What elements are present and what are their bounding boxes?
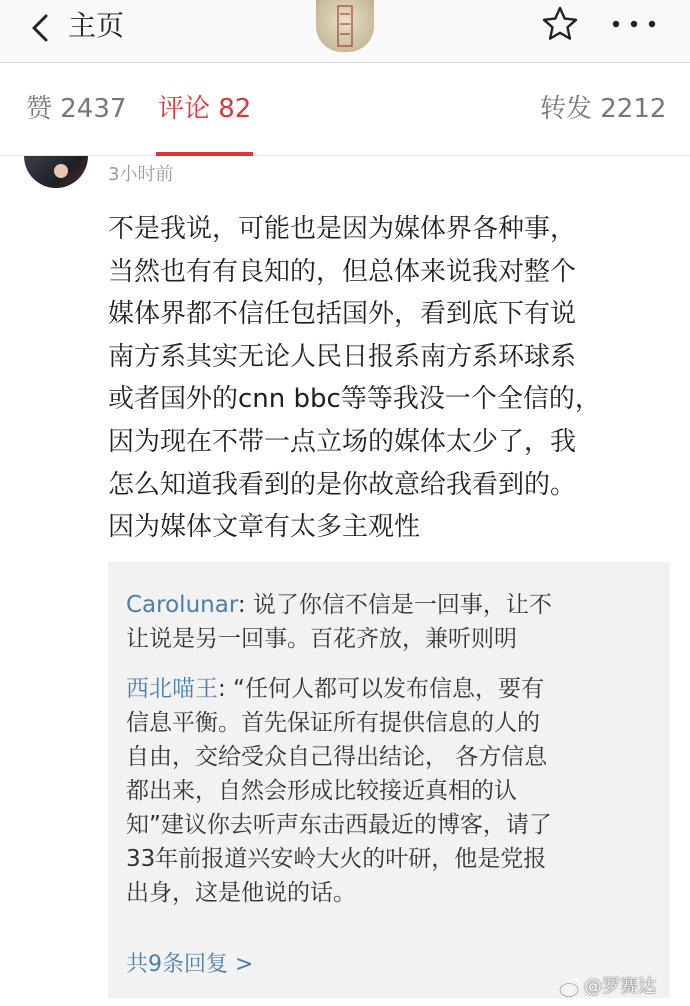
watermark-text: @罗赛达 bbox=[584, 976, 656, 997]
top-nav-bar bbox=[0, 0, 690, 63]
seal-logo-icon bbox=[316, 0, 374, 52]
reply-item bbox=[126, 588, 656, 656]
comment-time: 3小时前 bbox=[108, 164, 174, 185]
comment-line: 因为现在不带一点立场的媒体太少了，我 bbox=[108, 426, 577, 457]
reply-text: 信息平衡。首先保证所有提供信息的人的 bbox=[126, 710, 540, 736]
tab-comments[interactable]: 评论 82 bbox=[158, 94, 252, 124]
reply-text: 都出来，自然会形成比较接近真相的认 bbox=[126, 778, 517, 804]
active-tab-indicator bbox=[156, 152, 253, 156]
star-outline-icon[interactable] bbox=[540, 4, 580, 44]
tab-likes[interactable]: 赞 2437 bbox=[26, 94, 127, 124]
replies-box bbox=[108, 562, 670, 998]
more-dots-icon[interactable] bbox=[606, 4, 662, 44]
reply-item bbox=[126, 672, 656, 910]
nav-title-home[interactable]: 主页 bbox=[68, 9, 125, 42]
tab-reposts[interactable]: 转发 2212 bbox=[540, 94, 667, 124]
reply-text: : 说了你信不信是一回事，让不 bbox=[237, 592, 552, 618]
weibo-logo-icon bbox=[558, 976, 582, 998]
reply-text: 出身，这是他说的话。 bbox=[126, 880, 356, 906]
comment-line: 或者国外的cnn bbc等等我没一个全信的， bbox=[108, 384, 601, 415]
more-replies-link[interactable]: 共9条回复 > bbox=[126, 952, 254, 977]
reply-text: 33年前报道兴安岭大火的叶研，他是党报 bbox=[126, 846, 547, 872]
comment-line: 不是我说，可能也是因为媒体界各种事， bbox=[108, 214, 577, 244]
reply-text: : “任何人都可以发布信息，要有 bbox=[218, 676, 544, 702]
comment-line: 因为媒体文章有太多主观性 bbox=[108, 512, 421, 543]
reply-username[interactable]: 西北喵王 bbox=[126, 676, 218, 702]
reply-text: 自由，交给受众自己得出结论， 各方信息 bbox=[126, 744, 548, 770]
avatar[interactable] bbox=[24, 156, 88, 188]
comment-line: 怎么知道我看到的是你故意给我看到的。 bbox=[108, 469, 577, 500]
comment-line: 南方系其实无论人民日报系南方系环球系 bbox=[108, 341, 577, 372]
comment-body bbox=[108, 208, 668, 549]
reply-username[interactable]: Carolunar bbox=[126, 592, 238, 618]
comment-line: 媒体界都不信任包括国外，看到底下有说 bbox=[108, 299, 577, 330]
comment-line: 当然也有有良知的，但总体来说我对整个 bbox=[108, 256, 577, 287]
reply-text: 知”建议你去听声东击西最近的博客，请了 bbox=[126, 812, 552, 838]
reply-text: 让说是另一回事。百花齐放，兼听则明 bbox=[126, 626, 517, 652]
tab-bar bbox=[0, 64, 690, 156]
chevron-left-icon[interactable] bbox=[26, 8, 56, 48]
